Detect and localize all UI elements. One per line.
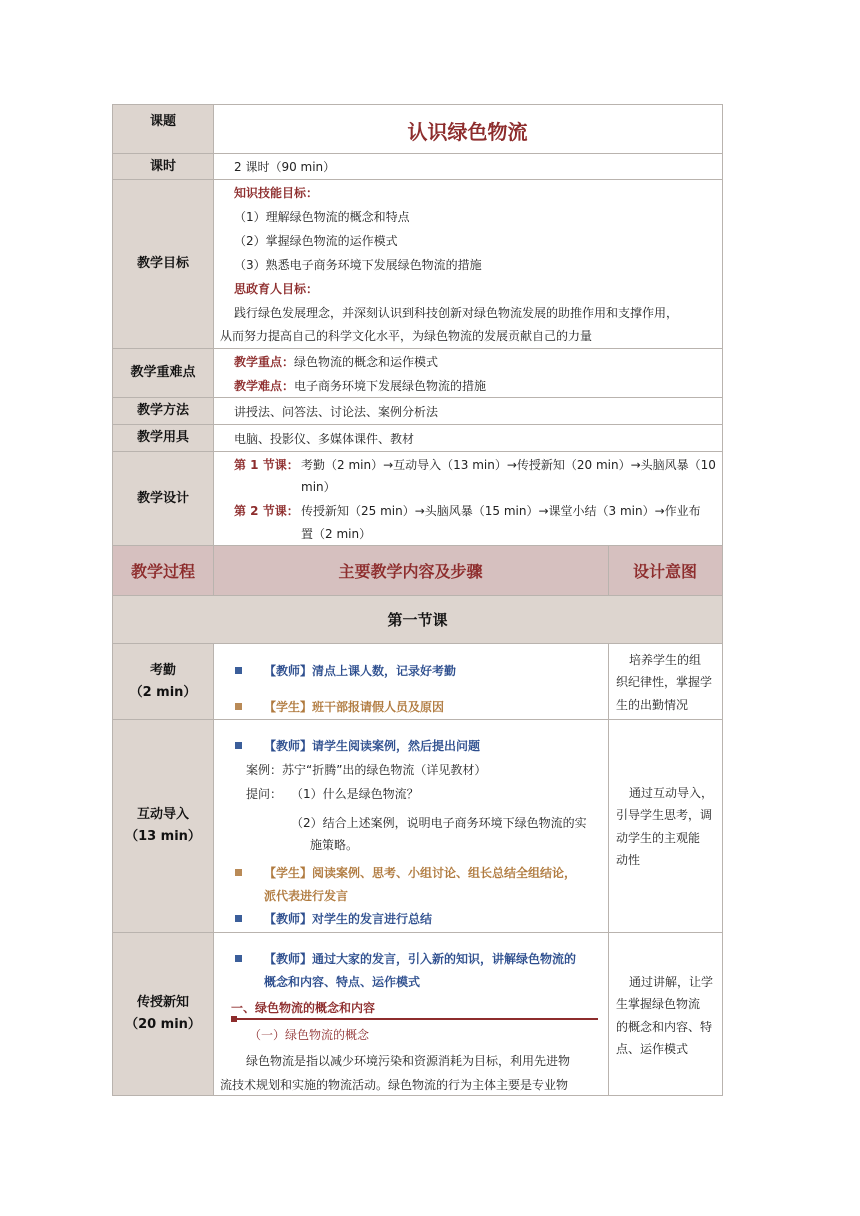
session1-label: 第 1 节课： <box>234 458 299 472</box>
intro-student-step: 【学生】阅读案例、思考、小组讨论、组长总结全组结论， <box>264 866 577 880</box>
key-points-label <box>113 349 213 397</box>
attendance-intent-line: 织纪律性，掌握学 <box>616 675 713 689</box>
table-col-divider <box>213 643 214 1096</box>
process-header-col3: 设计意图 <box>608 546 722 595</box>
intro-question-label: 提问： <box>246 787 283 801</box>
methods-label-text: 教学方法 <box>136 403 189 418</box>
tools-label <box>113 425 213 451</box>
sub-heading: （一）绿色物流的概念 <box>249 1028 370 1042</box>
intro-label <box>113 720 213 932</box>
intro-teacher-summary: 【教师】对学生的发言进行总结 <box>264 912 433 926</box>
ideology-line: 践行绿色发展理念，并深刻认识到科技创新对绿色物流发展的助推作用和支撑作用， <box>234 306 679 320</box>
intro-student-step-cont: 派代表进行发言 <box>264 889 349 903</box>
teach-intent-line: 生掌握绿色物流 <box>616 997 701 1011</box>
table-border-top <box>112 104 723 105</box>
attendance-label-text: 考勤 <box>149 662 176 678</box>
attendance-teacher-step: 【教师】清点上课人数，记录好考勤 <box>264 664 457 678</box>
table-col-divider <box>213 104 214 596</box>
bullet-square-icon <box>235 955 242 962</box>
attendance-intent-line: 培养学生的组 <box>629 653 702 667</box>
key-points-label-text: 教学重难点 <box>130 365 196 380</box>
teaching-difficulty <box>234 378 486 394</box>
tools-value: 电脑、投影仪、多媒体课件、教材 <box>234 432 415 446</box>
intro-intent-line: 通过互动导入， <box>629 786 714 800</box>
methods-label <box>113 398 213 424</box>
table-row-divider <box>112 397 723 398</box>
table-row-divider <box>112 595 723 596</box>
session2-plan-line2: 置（2 min） <box>301 527 372 541</box>
attendance-student-step: 【学生】班干部报请假人员及原因 <box>264 700 445 714</box>
hours-label <box>113 154 213 179</box>
teach-body-line: 绿色物流是指以减少环境污染和资源消耗为目标，利用先进物 <box>246 1054 571 1068</box>
session1-plan-line1: 考勤（2 min）→互动导入（13 min）→传授新知（20 min）→头脑风暴（10 <box>301 458 716 472</box>
attendance-duration: （2 min） <box>129 684 197 700</box>
focus-value: 绿色物流的概念和运作模式 <box>294 355 439 369</box>
teach-intent-line: 的概念和内容、特 <box>616 1020 713 1034</box>
teach-label <box>113 933 213 1095</box>
teach-intent-line: 通过讲解，让学 <box>629 975 714 989</box>
table-row-divider <box>112 348 723 349</box>
intro-duration: （13 min） <box>125 829 201 844</box>
attendance-label <box>113 644 213 719</box>
table-col-divider <box>608 643 609 1096</box>
knowledge-objectives-title: 知识技能目标： <box>234 186 319 200</box>
difficulty-value: 电子商务环境下发展绿色物流的措施 <box>294 379 487 393</box>
section-heading: 一、绿色物流的概念和内容 <box>231 1001 376 1015</box>
table-row-divider <box>112 643 723 644</box>
design-label-text: 教学设计 <box>136 490 189 506</box>
bullet-square-icon <box>235 667 242 674</box>
intro-question: （2）结合上述案例，说明电子商务环境下绿色物流的实 <box>291 816 587 830</box>
difficulty-label: 教学难点： <box>234 379 295 393</box>
objectives-label-text: 教学目标 <box>136 256 189 271</box>
ideology-line: 从而努力提高自己的科学文化水平，为绿色物流的发展贡献自己的力量 <box>220 329 593 343</box>
table-row-divider <box>112 179 723 180</box>
bullet-square-icon <box>235 742 242 749</box>
table-row-divider <box>112 451 723 452</box>
session1-plan-line2: min） <box>301 480 336 494</box>
topic-label <box>113 105 213 153</box>
bullet-square-icon <box>235 703 242 710</box>
table-row-divider <box>112 932 723 933</box>
teach-intent-line: 点、运作模式 <box>616 1042 689 1056</box>
teach-label-text: 传授新知 <box>136 995 189 1010</box>
teach-teacher-step: 【教师】通过大家的发言，引入新的知识，讲解绿色物流的 <box>264 952 577 966</box>
intro-label-text: 互动导入 <box>136 807 189 822</box>
table-border-bottom <box>112 1095 723 1096</box>
intro-intent-line: 动学生的主观能 <box>616 831 701 845</box>
session2-plan-line1: 传授新知（25 min）→头脑风暴（15 min）→课堂小结（3 min）→作业布 <box>301 504 701 518</box>
intro-intent-line: 引导学生思考，调 <box>616 808 713 822</box>
table-border-left <box>112 104 113 1096</box>
table-row-divider <box>112 424 723 425</box>
attendance-intent-line: 生的出勤情况 <box>616 698 689 712</box>
section-title: 第一节课 <box>113 596 722 643</box>
intro-teacher-step: 【教师】请学生阅读案例，然后提出问题 <box>264 739 481 753</box>
intro-question-cont: 施策略。 <box>310 838 359 852</box>
methods-value: 讲授法、问答法、讨论法、案例分析法 <box>234 405 439 419</box>
teaching-focus <box>234 354 438 370</box>
session2-label: 第 2 节课： <box>234 504 299 518</box>
table-border-right <box>722 104 723 1096</box>
intro-intent-line: 动性 <box>616 853 641 867</box>
bullet-square-icon <box>235 869 242 876</box>
objective-item: （2）掌握绿色物流的运作模式 <box>234 234 398 248</box>
table-row-divider <box>112 153 723 154</box>
intro-question: （1）什么是绿色物流？ <box>291 787 419 801</box>
heading-underline <box>231 1018 598 1020</box>
table-row-divider <box>112 719 723 720</box>
table-col-divider <box>608 546 609 596</box>
objectives-label <box>113 180 213 348</box>
page-title: 认识绿色物流 <box>407 120 528 144</box>
objective-item: （3）熟悉电子商务环境下发展绿色物流的措施 <box>234 258 482 272</box>
ideology-objectives-title: 思政育人目标： <box>234 282 319 296</box>
process-header-col2: 主要教学内容及步骤 <box>213 546 608 595</box>
design-label <box>113 452 213 545</box>
topic-label-text: 课题 <box>149 114 176 129</box>
teach-teacher-step-cont: 概念和内容、特点、运作模式 <box>264 975 421 989</box>
teach-duration: （20 min） <box>125 1017 201 1032</box>
hours-label-text: 课时 <box>149 158 176 174</box>
objective-item: （1）理解绿色物流的概念和特点 <box>234 210 410 224</box>
bullet-square-icon <box>235 915 242 922</box>
intro-case: 案例：苏宁“折腾”出的绿色物流（详见教材） <box>246 763 487 777</box>
tools-label-text: 教学用具 <box>136 430 189 445</box>
teach-body-line: 流技术规划和实施的物流活动。绿色物流的行为主体主要是专业物 <box>220 1078 569 1092</box>
focus-label: 教学重点： <box>234 355 295 369</box>
process-header-col1: 教学过程 <box>113 546 213 595</box>
hours-value: 2 课时（90 min） <box>234 160 336 174</box>
table-row-divider <box>112 545 723 546</box>
